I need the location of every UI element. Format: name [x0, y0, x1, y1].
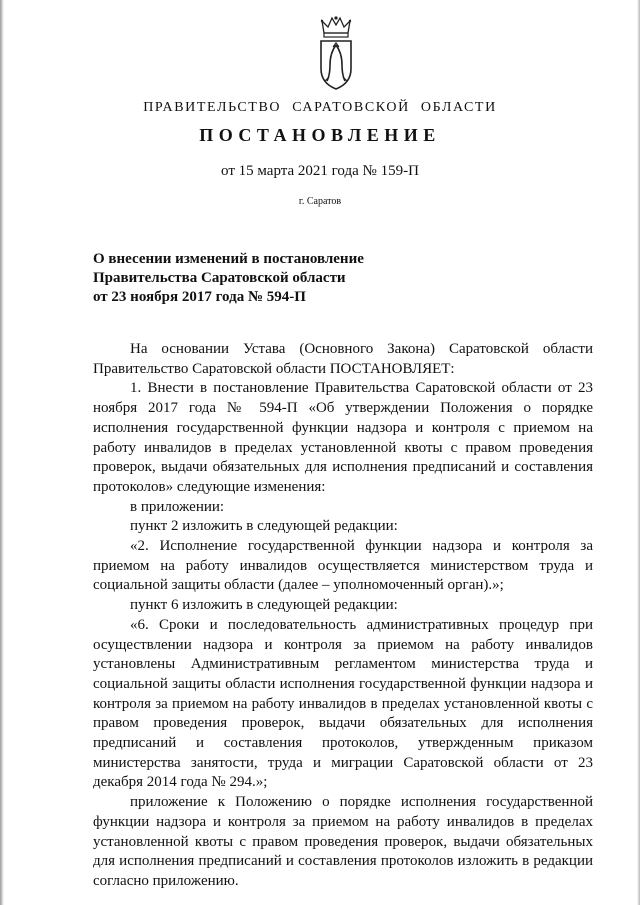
document-body [93, 340, 593, 892]
title-line: от 23 ноября 2017 года № 594-П [93, 289, 306, 305]
saratov-coat-of-arms-icon [316, 13, 356, 91]
body-paragraph: «6. Сроки и последовательность административных процедур при осуществлении надзора и контроля за приемом на работу инвалидов установлены Административным регламентом министерства труда и социальной защиты области исполнения государственной функции надзора и контроля за приемом на работу инвалидов в пределах установленной квоты с правом проведения проверок, выдачи обязательных для исполнения предписаний и составления протоколов, утвержденным приказом министерства занятости, труда и миграции Саратовской области от 23 декабря 2014 года № 294.»; [93, 616, 593, 791]
body-paragraph: в приложении: [130, 498, 225, 515]
body-paragraph: 1. Внести в постановление Правительства Саратовской области от 23 ноября 2017 года № 594-П «Об утверждении Положения о порядке исполнения государственной функции надзора и контроля с приемом на работу инвалидов в пределах установленной квоты с правом проведения проверок, выдачи обязательных для исполнения предписаний и составления протоколов» следующие изменения: [93, 380, 593, 495]
document-title [93, 250, 453, 307]
body-paragraph: пункт 6 изложить в следующей редакции: [130, 597, 398, 614]
body-paragraph: На основании Устава (Основного Закона) Саратовской области Правительство Саратовской области ПОСТАНОВЛЯЕТ: [93, 341, 593, 377]
document-date-number: от 15 марта 2021 года № 159-П [221, 163, 419, 179]
government-name: ПРАВИТЕЛЬСТВО САРАТОВСКОЙ ОБЛАСТИ [143, 100, 497, 115]
body-paragraph: «2. Исполнение государственной функции надзора и контроля за приемом на работу инвалидов осуществляется министерством труда и социальной защиты области (далее – уполномоченный орган).»; [93, 538, 593, 594]
body-paragraph: приложение к Положению о порядке исполнения государственной функции надзора и контроля за приемом на работу инвалидов в пределах установленной квоты с правом проведения проверок, выдачи обязательных для исполнения предписаний и составления протоколов изложить в редакции согласно приложению. [93, 794, 593, 889]
document-type: ПОСТАНОВЛЕНИЕ [199, 125, 441, 145]
body-paragraph: пункт 2 изложить в следующей редакции: [130, 518, 398, 535]
document-city: г. Саратов [298, 196, 342, 207]
title-line: Правительства Саратовской области [93, 270, 346, 286]
title-line: О внесении изменений в постановление [93, 251, 364, 267]
